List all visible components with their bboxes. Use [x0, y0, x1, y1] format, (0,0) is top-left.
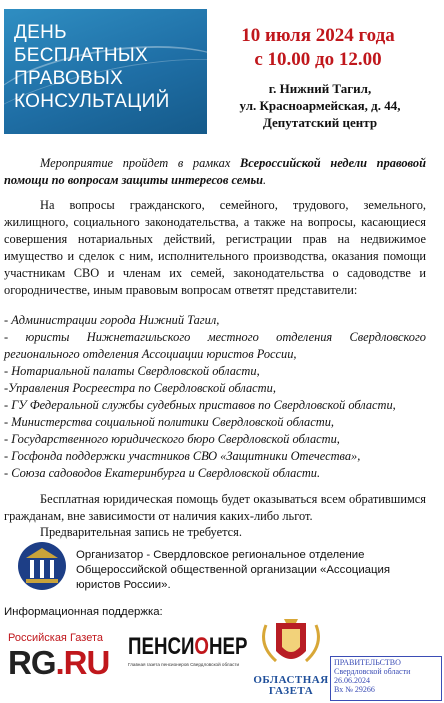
- rg-title: Российская Газета: [8, 632, 103, 644]
- stamp-line: Свердловской области: [334, 667, 411, 676]
- event-banner: [4, 9, 207, 134]
- list-item: - Государственного юридического бюро Свердловской области,: [4, 432, 340, 446]
- list-item: - Министерства социальной политики Свердловской области,: [4, 415, 334, 429]
- pens-part-o: О: [194, 633, 209, 660]
- address-city: г. Нижний Тагил,: [268, 81, 372, 96]
- stamp-line: Вх № 29266: [334, 685, 375, 694]
- stamp-line: ПРАВИТЕЛЬСТВО: [334, 658, 401, 667]
- banner-title: ДЕНЬ БЕСПЛАТНЫХ ПРАВОВЫХ КОНСУЛЬТАЦИЙ: [14, 22, 170, 112]
- intro-paragraph: [4, 155, 426, 189]
- oblastnaya-gazeta-logo: [248, 615, 334, 703]
- list-item: - Нотариальной палаты Свердловской области,: [4, 364, 260, 378]
- organizer-text: Организатор - Свердловское региональное отделение Общероссийской общественной организации «Ассоциация юристов России».: [76, 549, 391, 591]
- rg-mark-left: RG: [8, 644, 56, 681]
- registration-stamp: [330, 656, 442, 701]
- representatives-list: [4, 312, 426, 482]
- og-line1: ОБЛАСТНАЯ: [253, 674, 329, 686]
- support-label: Информационная поддержка:: [4, 606, 163, 618]
- pens-subtitle: Главная газета пенсионеров Свердловской области: [128, 662, 240, 667]
- event-address: [222, 80, 418, 131]
- coat-of-arms-icon: [248, 615, 334, 675]
- pens-part-b: ЕНСИ: [141, 633, 195, 660]
- og-line2: ГАЗЕТА: [268, 685, 314, 697]
- address-venue: Депутатский центр: [262, 115, 378, 130]
- prereg-note: Предварительная запись не требуется.: [40, 525, 242, 539]
- list-item: - юристы Нижнетагильского местного отделения Свердловского регионального отделения Ассоциации юристов России,: [4, 330, 426, 361]
- intro-lead: Мероприятие пройдет в рамках: [40, 156, 241, 170]
- stamp-line: 26.06.2024: [334, 676, 370, 685]
- pens-part-a: П: [128, 633, 142, 660]
- free-help-paragraph: Бесплатная юридическая помощь будет оказываться всем обратившимся гражданам, вне зависимости от наличия каких-либо льгот.: [4, 492, 426, 523]
- list-item: - Администрации города Нижний Тагил,: [4, 313, 220, 327]
- lawyers-association-logo: [16, 540, 68, 592]
- event-date: 10 июля 2024 года: [241, 25, 395, 46]
- rg-mark-right: .RU: [55, 644, 110, 681]
- pensioner-logo: [128, 628, 248, 682]
- rg-logo: [8, 632, 120, 680]
- main-paragraph: На вопросы гражданского, семейного, трудового, земельного, жилищного, социального законодательства, а также на вопросы, касающиеся совершения нотариальных действий, регистрации прав на недвижимое имущество и сделок с ним, исполнительного производства, оказания помощи участникам СВО и членам их семей, законодательства о садоводстве и огородничестве, иным правовым вопросам ответят представители:: [4, 198, 426, 297]
- address-street: ул. Красноармейская, д. 44,: [239, 98, 401, 113]
- event-time: с 10.00 до 12.00: [254, 49, 382, 70]
- list-item: - ГУ Федеральной службы судебных приставов по Свердловской области,: [4, 398, 396, 412]
- intro-bold: Всероссийской недели правовой помощи по вопросам защиты интересов семьи: [4, 156, 426, 187]
- intro-tail: .: [263, 173, 267, 187]
- list-item: - Госфонда поддержки участников СВО «Защитники Отечества»,: [4, 449, 361, 463]
- list-item: - Союза садоводов Екатеринбурга и Свердловской области.: [4, 466, 321, 480]
- pens-part-c: НЕР: [208, 633, 248, 660]
- list-item: -Управления Росреестра по Свердловской области,: [4, 381, 276, 395]
